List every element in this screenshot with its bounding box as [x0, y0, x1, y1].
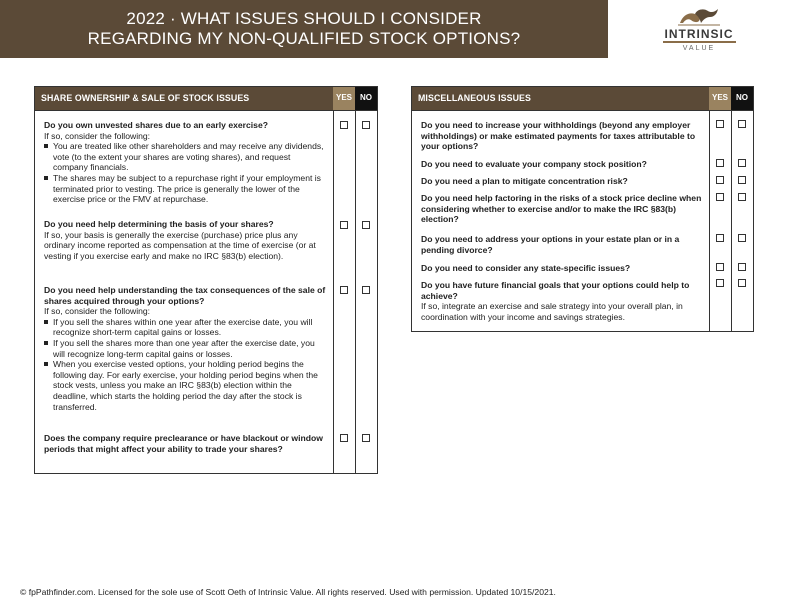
logo-subtitle: VALUE: [682, 44, 716, 52]
yes-checkbox[interactable]: [340, 221, 348, 229]
bull-bear-icon: [677, 6, 721, 28]
question: Do you need to evaluate your company stock position?: [421, 159, 647, 169]
no-checkbox[interactable]: [738, 159, 746, 167]
table-row: [35, 120, 333, 205]
bullet-item: The shares may be subject to a repurchase right if your employment is terminated prior to vesting. The price is generally the lower of the exercise price or the FMV at repurchase.: [44, 173, 327, 205]
question: Do you own unvested shares due to an early exercise?: [44, 120, 268, 130]
no-checkbox[interactable]: [738, 263, 746, 271]
yes-checkbox[interactable]: [716, 279, 724, 287]
no-checkbox[interactable]: [738, 234, 746, 242]
no-checkbox[interactable]: [738, 279, 746, 287]
page-title-line-2: REGARDING MY NON-QUALIFIED STOCK OPTIONS?: [87, 29, 521, 48]
yes-checkbox[interactable]: [716, 120, 724, 128]
table-title: SHARE OWNERSHIP & SALE OF STOCK ISSUES: [35, 87, 333, 110]
logo-name: INTRINSIC: [664, 26, 734, 41]
row-intro: If so, consider the following:: [44, 306, 151, 317]
no-checkbox[interactable]: [738, 120, 746, 128]
miscellaneous-table: [411, 86, 754, 332]
yes-checkbox[interactable]: [716, 159, 724, 167]
table-header: [35, 87, 377, 111]
table-body: [35, 111, 377, 473]
row-text: If so, your basis is generally the exercise (purchase) price plus any ordinary income reported as compensation at the time of exercise (or at vesting if you exercise early and make no IRC §83(b) election).: [44, 229, 316, 261]
copyright-footer: © fpPathfinder.com. Licensed for the sole use of Scott Oeth of Intrinsic Value. All rights reserved. Used with permission. Updated 10/15/2021.: [20, 587, 556, 597]
row-intro: If so, consider the following:: [44, 130, 151, 141]
bullet-item: You are treated like other shareholders and may receive any dividends, vote (to the extent your shares are voting shares), and request company financials.: [44, 141, 327, 173]
table-header: [412, 87, 753, 111]
bullet-item: If you sell the shares more than one year after the exercise date, you will recognize long-term capital gains or losses.: [44, 338, 327, 359]
table-row: [412, 234, 709, 255]
table-body: [412, 111, 753, 331]
question: Do you need to consider any state-specific issues?: [421, 263, 631, 273]
question: Do you need help determining the basis of your shares?: [44, 219, 274, 229]
yes-checkbox[interactable]: [340, 121, 348, 129]
title-band: [0, 0, 608, 58]
no-column-header: NO: [731, 87, 753, 110]
yes-column-header: YES: [709, 87, 731, 110]
table-row: [412, 193, 709, 225]
yes-column-header: YES: [333, 87, 355, 110]
table-row: [35, 219, 333, 261]
table-title: MISCELLANEOUS ISSUES: [412, 87, 709, 110]
page-title-line-1: 2022 · WHAT ISSUES SHOULD I CONSIDER: [126, 9, 482, 28]
table-row: [412, 280, 709, 322]
yes-checkbox[interactable]: [340, 434, 348, 442]
question: Do you need help factoring in the risks of a stock price decline when considering whether to exercise and/or to make the IRC §83(b) election?: [421, 193, 702, 225]
table-row: [412, 176, 709, 187]
header: [0, 0, 788, 58]
yes-column: [709, 111, 731, 331]
question: Do you need help understanding the tax consequences of the sale of shares acquired through your options?: [44, 285, 326, 306]
yes-checkbox[interactable]: [716, 193, 724, 201]
no-checkbox[interactable]: [362, 221, 370, 229]
table-row: [35, 433, 333, 454]
no-column-header: NO: [355, 87, 377, 110]
yes-checkbox[interactable]: [716, 234, 724, 242]
no-checkbox[interactable]: [362, 434, 370, 442]
bullet-item: If you sell the shares within one year after the exercise date, you will recognize short-term capital gains or losses.: [44, 317, 327, 338]
table-row: [412, 159, 709, 170]
bullet-item: When you exercise vested options, your holding period begins the following day. For early exercise, your holding period begins when the stock vests, unless you make an IRC §83(b) election within the deadline, which starts the holding period the day after the stock is transferred.: [44, 359, 327, 412]
question: Does the company require preclearance or have blackout or window periods that might affect your ability to trade your shares?: [44, 433, 323, 454]
no-column: [731, 111, 753, 331]
question: Do you need a plan to mitigate concentration risk?: [421, 176, 628, 186]
no-checkbox[interactable]: [362, 286, 370, 294]
yes-checkbox[interactable]: [716, 176, 724, 184]
question: Do you need to address your options in your estate plan or in a pending divorce?: [421, 234, 680, 255]
no-checkbox[interactable]: [738, 193, 746, 201]
intrinsic-value-logo: [610, 0, 788, 58]
table-row: [412, 120, 709, 152]
share-ownership-table: [34, 86, 378, 474]
question: Do you need to increase your withholdings (beyond any employer withholdings) or make estimated payments for taxes attributable to your options?: [421, 120, 696, 152]
no-checkbox[interactable]: [738, 176, 746, 184]
row-text: If so, integrate an exercise and sale strategy into your overall plan, in coordination with your income and savings strategies.: [421, 301, 683, 322]
yes-checkbox[interactable]: [340, 286, 348, 294]
no-checkbox[interactable]: [362, 121, 370, 129]
yes-checkbox[interactable]: [716, 263, 724, 271]
question: Do you have future financial goals that your options could help to achieve?: [421, 280, 690, 301]
table-row: [35, 285, 333, 412]
table-row: [412, 263, 709, 274]
